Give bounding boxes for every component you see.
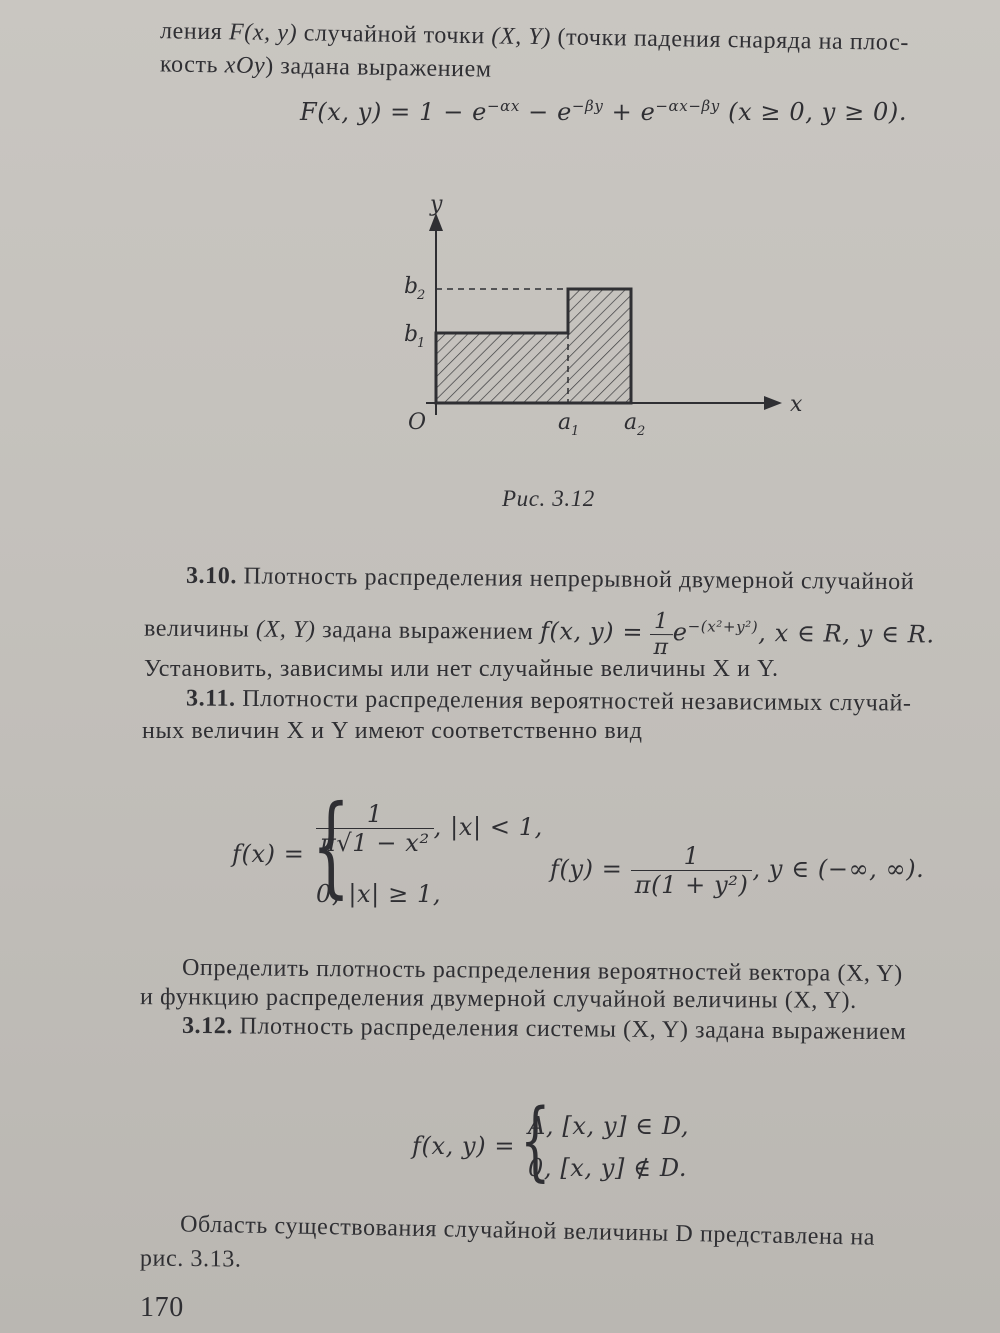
fx-label: f(x) = bbox=[232, 840, 305, 868]
formula-part: f(y) = bbox=[550, 855, 623, 883]
problem-number: 3.12. bbox=[181, 1012, 234, 1040]
p312-line-1 bbox=[182, 1013, 907, 1046]
text-fragment: кость bbox=[159, 51, 225, 79]
label-b2: b bbox=[404, 274, 419, 299]
fx-case-2: 0, |x| ≥ 1, bbox=[316, 880, 442, 908]
left-brace-icon: { bbox=[520, 1091, 551, 1191]
formula-part: f(x, y) = bbox=[539, 617, 644, 646]
p310-line-1 bbox=[186, 563, 914, 596]
text-fragment: Плотность распределения системы (X, Y) задана выражением bbox=[232, 1013, 907, 1046]
formula-exponent: −αx bbox=[486, 97, 520, 115]
formula-part: e bbox=[672, 618, 688, 647]
math-fragment: (X, Y) bbox=[491, 23, 552, 51]
formula-exponent: −βy bbox=[571, 97, 604, 115]
formula-condition: , |x| < 1, bbox=[433, 813, 543, 841]
fraction bbox=[649, 609, 673, 660]
label-b1-sub: 1 bbox=[417, 336, 426, 351]
page-number: 170 bbox=[140, 1292, 184, 1323]
formula-exponent: −(x²+y²) bbox=[687, 617, 759, 636]
text-fragment: задана выражением bbox=[315, 617, 541, 646]
fxy-label: f(x, y) = bbox=[412, 1132, 516, 1160]
label-origin: O bbox=[408, 410, 427, 435]
fy-formula bbox=[550, 842, 924, 899]
problem-number: 3.11. bbox=[185, 685, 236, 712]
math-fragment: (X, Y) bbox=[255, 616, 316, 644]
formula-part: F(x, y) = 1 − e bbox=[300, 98, 487, 126]
fraction-denominator: π√1 − x² bbox=[320, 829, 430, 857]
text-fragment: ления bbox=[159, 18, 230, 46]
fraction bbox=[316, 800, 434, 857]
p311-line-2: ных величин X и Y имеют соответственно вид bbox=[142, 718, 643, 744]
text-line-2 bbox=[160, 51, 492, 83]
fraction-numerator: 1 bbox=[631, 842, 753, 871]
text-fragment: случайной точки bbox=[296, 20, 492, 50]
math-fragment: xOy bbox=[224, 52, 266, 80]
text-fragment: Плотности распределения вероятностей независимых случай- bbox=[235, 685, 912, 717]
formula-part: + e bbox=[603, 98, 656, 126]
math-fragment: F(x, y) bbox=[228, 19, 298, 47]
p311-line-4: и функцию распределения двумерной случайной величины (X, Y). bbox=[139, 984, 857, 1014]
text-fragment: ) задана выражением bbox=[264, 53, 492, 83]
figure-caption: Рис. 3.12 bbox=[502, 486, 595, 511]
fraction-denominator: π(1 + y²) bbox=[634, 871, 749, 899]
fraction bbox=[631, 842, 753, 899]
formula-condition: , y ∈ (−∞, ∞). bbox=[752, 855, 925, 883]
label-y: y bbox=[430, 192, 443, 217]
fx-case-1 bbox=[316, 800, 543, 857]
label-a2: a bbox=[624, 410, 638, 435]
p311-line-3: Определить плотность распределения вероятностей вектора (X, Y) bbox=[181, 954, 903, 988]
text-fragment: величины bbox=[143, 615, 257, 643]
p310-line-3: Установить, зависимы или нет случайные величины X и Y. bbox=[144, 656, 779, 682]
label-a2-sub: 2 bbox=[637, 424, 646, 439]
shaded-region bbox=[436, 289, 631, 403]
fxy-case-2: 0, [x, y] ∉ D. bbox=[528, 1154, 688, 1182]
p311-line-1 bbox=[186, 685, 912, 717]
fraction-numerator: 1 bbox=[650, 609, 673, 635]
label-b1: b bbox=[404, 322, 419, 347]
formula-exponent: −αx−βy bbox=[655, 97, 720, 115]
p312-line-3: рис. 3.13. bbox=[139, 1245, 242, 1273]
formula-part: − e bbox=[519, 98, 572, 126]
text-fragment: Плотность распределения непрерывной двумерной случайной bbox=[236, 563, 915, 596]
fraction-numerator: 1 bbox=[316, 800, 434, 829]
fraction-denominator: π bbox=[653, 634, 669, 661]
formula-condition: , x ∈ R, y ∈ R. bbox=[758, 618, 935, 649]
figure-3-12 bbox=[390, 185, 820, 455]
fxy-case-1: A, [x, y] ∈ D, bbox=[528, 1112, 690, 1140]
formula-condition: (x ≥ 0, y ≥ 0). bbox=[719, 98, 908, 126]
text-line-1 bbox=[160, 18, 909, 57]
label-x: x bbox=[790, 392, 803, 417]
left-brace-icon: { bbox=[311, 781, 351, 909]
problem-number: 3.10. bbox=[185, 562, 238, 590]
x-axis-arrow-icon bbox=[764, 396, 782, 410]
distribution-formula bbox=[300, 97, 907, 126]
text-fragment: (точки падения снаряда на плос- bbox=[550, 24, 910, 56]
label-a1-sub: 1 bbox=[571, 424, 580, 439]
p312-line-2: Область существования случайной величины D представлена на bbox=[179, 1211, 876, 1251]
label-b2-sub: 2 bbox=[417, 288, 426, 303]
label-a1: a bbox=[558, 410, 572, 435]
p310-line-2 bbox=[144, 605, 935, 663]
